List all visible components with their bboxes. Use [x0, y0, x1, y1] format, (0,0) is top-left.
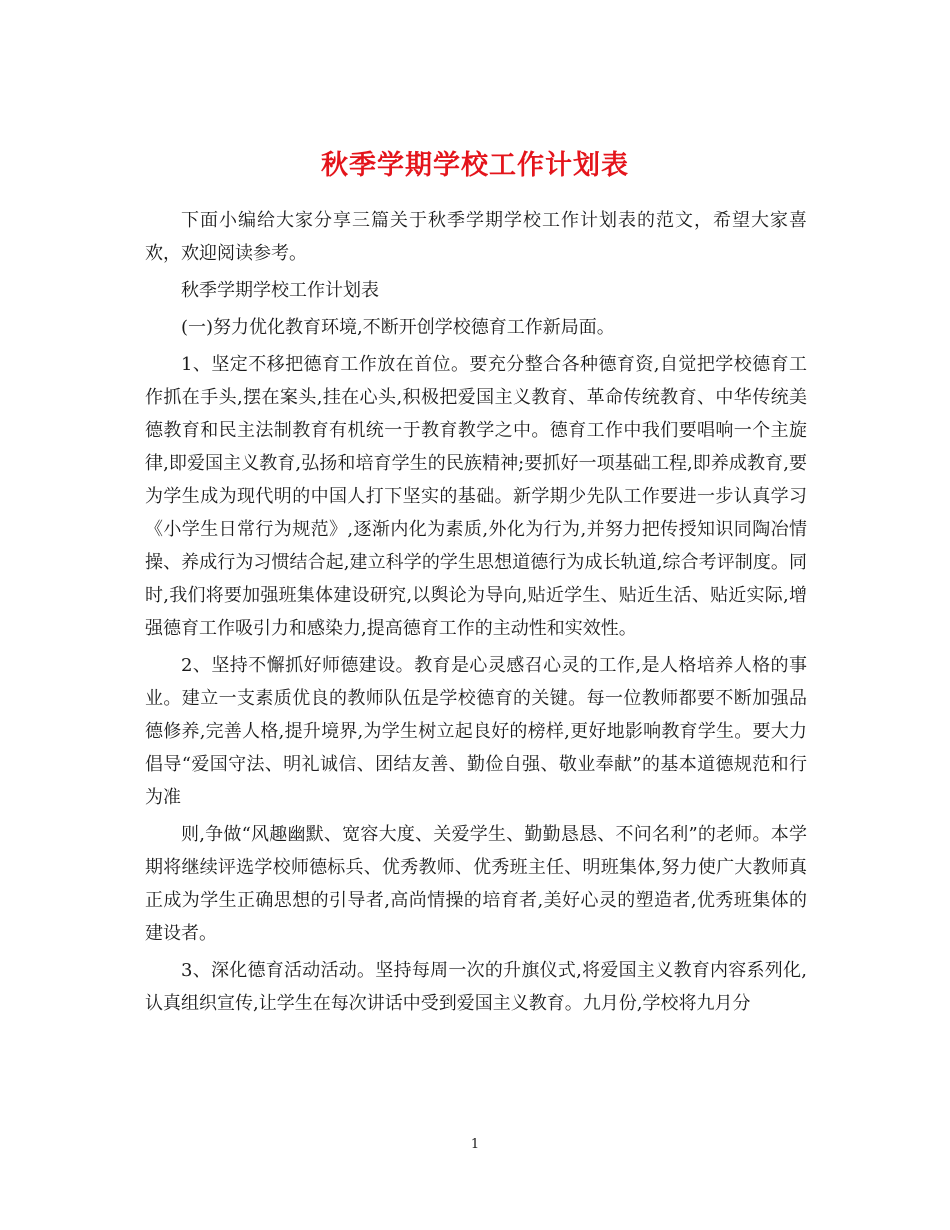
intro-paragraph: 下面小编给大家分享三篇关于秋季学期学校工作计划表的范文，希望大家喜欢，欢迎阅读参考。: [145, 210, 807, 264]
body-paragraph: 3、深化德育活动活动。坚持每周一次的升旗仪式,将爱国主义教育内容系列化,认真组织宣传,让学生在每次讲话中受到爱国主义教育。九月份,学校将九月分: [145, 960, 807, 1014]
page-number: 1: [470, 1137, 480, 1152]
body-paragraph: 1、坚定不移把德育工作放在首位。要充分整合各种德育资,自觉把学校德育工作抓在手头,摆在案头,挂在心头,积极把爱国主义教育、革命传统教育、中华传统美德教育和民主法制教育有机统一于教育教学之中。德育工作中我们要唱响一个主旋律,即爱国主义教育,弘扬和培育学生的民族精神;要抓好一项基础工程,即养成教育,要为学生成为现代明的中国人打下坚实的基础。新学期少先队工作要进一步认真学习《小学生日常行为规范》,逐渐内化为素质,外化为行为,并努力把传授知识同陶冶情操、养成行为习惯结合起,建立科学的学生思想道德行为成长轨道,综合考评制度。同时,我们将要加强班集体建设研究,以舆论为导向,贴近学生、贴近生活、贴近实际,增强德育工作吸引力和感染力,提高德育工作的主动性和实效性。: [145, 354, 807, 639]
body-paragraph: 2、坚持不懈抓好师德建设。教育是心灵感召心灵的工作,是人格培养人格的事业。建立一支素质优良的教师队伍是学校德育的关键。每一位教师都要不断加强品德修养,完善人格,提升境界,为学生树立起良好的榜样,更好地影响教育学生。要大力倡导“爱国守法、明礼诚信、团结友善、勤俭自强、敬业奉献”的基本道德规范和行为准: [145, 655, 807, 808]
document-body: [145, 204, 807, 1024]
section-heading: 秋季学期学校工作计划表: [181, 280, 379, 301]
document-title: 秋季学期学校工作计划表: [321, 150, 629, 182]
body-paragraph: 则,争做“风趣幽默、宽容大度、关爱学生、勤勤恳恳、不问名利”的老师。本学期将继续评选学校师德标兵、优秀教师、优秀班主任、明班集体,努力使广大教师真正成为学生正确思想的引导者,高尚情操的培育者,美好心灵的塑造者,优秀班集体的建设者。: [145, 824, 807, 944]
subsection-heading: (一)努力优化教育环境,不断开创学校德育工作新局面。: [181, 317, 615, 338]
